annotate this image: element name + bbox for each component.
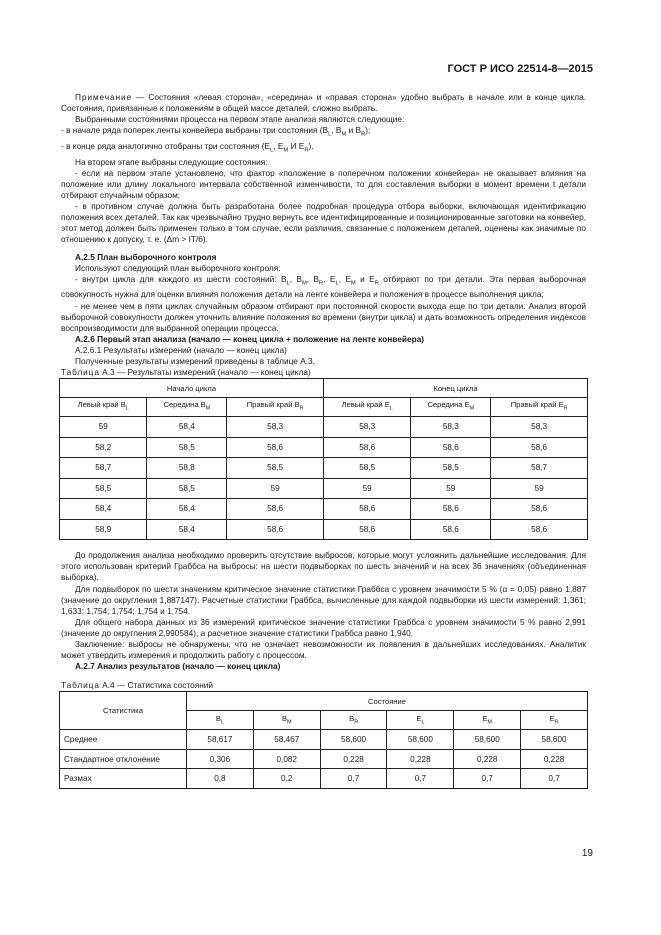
- table-cell: 58,5: [323, 458, 410, 479]
- group-state: Состояние: [187, 692, 588, 711]
- a4-column-header-subscript: R: [554, 719, 559, 726]
- belt-start-item: - в начале ряда поперек ленты конвейера выбраны три состояния ($B_L$, $B_M$ и $B_R$);: [61, 125, 371, 138]
- a4-column-header: [387, 711, 454, 730]
- table-cell: 59: [323, 478, 410, 499]
- table-cell: 58,7: [491, 458, 588, 479]
- note-text: — Состояния «левая сторона», «середина» и «правая сторона» удобно выбрать в начале или в конце цикла. Состояния, привязанные к положениям в общей массе деталей, сложно выбрать.: [61, 92, 586, 114]
- table-cell: 58,6: [411, 519, 491, 540]
- table-a4-caption: [61, 680, 586, 691]
- table-a3-caption-text: A.3 — Результаты измерений (начало — конец цикла): [102, 367, 311, 378]
- table-cell: 58,6: [491, 499, 588, 520]
- column-statistic: Статистика: [60, 692, 187, 730]
- table-a4-caption-text: A.4 — Статистика состояний: [102, 680, 214, 691]
- table-cell: 58,3: [227, 417, 324, 438]
- within-cycle-text: - внутри цикла для каждого из шести состояний: B: [75, 273, 287, 284]
- table-cell: 0,7: [454, 769, 521, 789]
- a4-column-header-text: B: [349, 713, 355, 723]
- table-cell: 58,617: [187, 730, 254, 750]
- a3-column-header-subscript: M: [205, 405, 211, 412]
- a4-column-header-text: E: [549, 713, 555, 723]
- a3-column-header-subscript: M: [469, 405, 475, 412]
- selected-states-paragraph: Выбранными состояниями процесса на первом этапе анализа являются следующие:: [75, 114, 405, 125]
- table-cell: 58,5: [147, 437, 227, 458]
- table-cell: 58,3: [411, 417, 491, 438]
- page-body: [61, 92, 586, 789]
- table-cell: 59: [491, 478, 588, 499]
- table-cell: 58,5: [227, 458, 324, 479]
- a4-column-header: [187, 711, 254, 730]
- results-in-table-paragraph: Полученные результаты измерений приведены в таблице A.3.: [75, 356, 315, 367]
- belt-end-item: - в конце ряда аналогично отобраны три состояния ($E_L$, $E_M$ И $E_R$).: [61, 141, 314, 154]
- table-cell: 58,4: [147, 499, 227, 520]
- table-cell: 58,9: [60, 519, 147, 540]
- table-cell: 58,6: [323, 519, 410, 540]
- a4-column-header-subscript: M: [287, 719, 292, 726]
- a3-column-header-subscript: L: [389, 405, 393, 412]
- page-number: 19: [581, 848, 593, 859]
- a3-column-header-text: Левый край E: [341, 400, 390, 410]
- a4-column-header-subscript: R: [354, 719, 359, 726]
- table-cell: 0,2: [253, 769, 320, 789]
- a3-column-header-subscript: R: [299, 405, 304, 412]
- table-row: [60, 437, 588, 458]
- belt-end-text: - в конце ряда аналогично отобраны три состояния (E: [61, 141, 270, 152]
- first-established-item: - если на первом этапе установлено, что фактор «положение в поперечном положении конвейера» не оказывает влияния на положение или длину локального интервала собственной изменчивости, то для составления выборки в момент времени t детали отбирают случайным образом;: [61, 167, 586, 201]
- a3-column-header: [60, 398, 147, 417]
- a4-column-header: [253, 711, 320, 730]
- a3-column-header: [147, 398, 227, 417]
- table-cell: 58,6: [227, 519, 324, 540]
- table-cell: 0,7: [387, 769, 454, 789]
- table-cell: 58,4: [60, 499, 147, 520]
- table-row: [60, 519, 588, 540]
- second-stage-paragraph: На втором этапе выбраны следующие состояния:: [75, 156, 268, 167]
- table-cell: 58,4: [147, 519, 227, 540]
- table-cell: 59: [411, 478, 491, 499]
- note-paragraph: [61, 92, 586, 114]
- a4-column-header-text: E: [482, 713, 488, 723]
- table-cell: 58,6: [227, 437, 324, 458]
- a4-column-header: [454, 711, 521, 730]
- row-label: Среднее: [60, 730, 187, 750]
- outliers-paragraph: До продолжения анализа необходимо проверить отсутствие выбросов, которые могут усложнить дальнейшие исследования. Для этого использован критерий Граббса на выбросы: на шести подвыборках по шесть значений и на всех 36 значениях (объединенная выборка).: [61, 550, 586, 583]
- table-cell: 59: [60, 417, 147, 438]
- within-cycle-item: - внутри цикла для каждого из шести состояний: $B_L$, $B_M$, $B_R$, $E_L$, $E_M$ и $E_R$ отбирают по три детали. Эта первая выборочная совокупность нужна для оценки влияния положения детали на ленте конвейера и положения в процессе выполнения цикла;: [61, 273, 586, 300]
- belt-start-text: - в начале ряда поперек ленты конвейера выбраны три состояния (B: [61, 125, 329, 136]
- table-cell: 58,4: [147, 417, 227, 438]
- table-cell: 58,5: [147, 478, 227, 499]
- a4-column-header: [521, 711, 588, 730]
- heading-a27: A.2.7 Анализ результатов (начало — конец цикла): [75, 661, 281, 672]
- table-cell: 0,8: [187, 769, 254, 789]
- table-cell: 58,7: [60, 458, 147, 479]
- plan-uses-paragraph: Используют следующий план выборочного контроля:: [75, 262, 281, 273]
- table-cell: 58,6: [491, 437, 588, 458]
- table-cell: 0,228: [454, 749, 521, 769]
- table-cell: 0,082: [253, 749, 320, 769]
- a3-column-header-text: Правый край B: [246, 400, 300, 410]
- table-cell: 58,6: [323, 437, 410, 458]
- table-cell: 58,600: [454, 730, 521, 750]
- table-a3-caption: [61, 367, 586, 378]
- a4-column-header-text: B: [281, 713, 288, 723]
- table-cell: 58,8: [147, 458, 227, 479]
- table-cell: 58,3: [491, 417, 588, 438]
- table-cell: 58,6: [411, 499, 491, 520]
- table-cell: 58,600: [521, 730, 588, 750]
- table-cell: 58,6: [227, 499, 324, 520]
- table-cell: 58,6: [491, 519, 588, 540]
- a4-column-header-text: B: [215, 713, 221, 723]
- table-row: [60, 478, 588, 499]
- a3-column-header-text: Левый край B: [77, 400, 126, 410]
- a3-column-header: [323, 398, 410, 417]
- a4-column-header-text: E: [416, 713, 422, 723]
- table-cell: 0,7: [320, 769, 387, 789]
- heading-a25: A.2.5 План выборочного контроля: [75, 251, 217, 262]
- table-cell: 58,3: [323, 417, 410, 438]
- subsamples-paragraph: Для подвыборок по шести значениям критическое значение статистики Граббса с уровнем значимости 5 % (α = 0,05) равно 1,887 (значение до округления 1,887147). Расчетные статистики Граббса, вычисленные для каждой подвыборки из шести измерений: 1,361; 1,633; 1,754; 1,754; 1,754 и 1,754.: [61, 583, 586, 616]
- table-row: [60, 730, 588, 750]
- five-cycles-item: - не менее чем в пяти циклах случайным образом отбирают при постоянной скорости выхода еще по три детали. Анализ второй выборочной совокупности должен уточнить влияние положения во времени (внутри цикла) и дать возможность определения индексов воспроизводимости для выбранной операции процесса.: [61, 300, 586, 333]
- standard-header: ГОСТ Р ИСО 22514-8—2015: [447, 63, 593, 75]
- table-a3: [59, 378, 588, 540]
- subheading-a261: A.2.6.1 Результаты измерений (начало — конец цикла): [75, 344, 287, 355]
- table-row: [60, 769, 588, 789]
- table-cell: 58,467: [253, 730, 320, 750]
- a3-column-header: [227, 398, 324, 417]
- row-label: Размах: [60, 769, 187, 789]
- a3-column-header: [411, 398, 491, 417]
- table-cell: 58,2: [60, 437, 147, 458]
- a4-column-header-subscript: M: [487, 719, 492, 726]
- table-cell: 0,306: [187, 749, 254, 769]
- within-cycle-rest: отбирают по три детали. Эта первая выборочная совокупность нужна для оценки влияния положения детали на ленте конвейера и положения в процессе выполнения цикла;: [61, 273, 586, 300]
- a3-column-header-text: Правый край E: [510, 400, 564, 410]
- heading-a26: A.2.6 Первый этап анализа (начало — конец цикла + положение на ленте конвейера): [75, 333, 425, 344]
- row-label: Стандартное отклонение: [60, 749, 187, 769]
- total-paragraph: Для общего набора данных из 36 измерений критическое значение статистики Граббса с уровнем значимости 5 % равно 2,991 (значение до округления 2,990584), а расчетное значение статистики Граббса равно 1,940.: [61, 616, 586, 638]
- table-cell: 0,228: [387, 749, 454, 769]
- a4-column-header-subscript: L: [421, 719, 425, 726]
- table-row: [60, 499, 588, 520]
- table-cell: 58,6: [323, 499, 410, 520]
- table-row: [60, 749, 588, 769]
- table-cell: 59: [227, 478, 324, 499]
- table-cell: 58,5: [411, 458, 491, 479]
- table-cell: 0,228: [320, 749, 387, 769]
- a3-column-header: [491, 398, 588, 417]
- table-cell: 0,228: [521, 749, 588, 769]
- table-cell: 58,600: [320, 730, 387, 750]
- note-label: Примечание: [75, 92, 133, 102]
- table-a3-caption-label: Таблица: [61, 367, 100, 378]
- table-cell: 58,6: [411, 437, 491, 458]
- a3-column-header-text: Середина B: [163, 400, 206, 410]
- a4-column-header-subscript: L: [220, 719, 224, 726]
- table-row: [60, 417, 588, 438]
- a4-column-header: [320, 711, 387, 730]
- otherwise-item: - в противном случае должна быть разработана более подробная процедура отбора выборки, включающая идентификацию положения всех деталей. Так как чрезвычайно трудно вернуть все идентифицированные и позиционированные заготовки на конвейер, этот метод должен быть применен только в том случае, если различия, связанные с положением деталей, оценены как значимые по отношению к допуску, т. е. (Δm > IT/6).: [61, 201, 586, 245]
- a3-column-header-subscript: L: [125, 405, 129, 412]
- a3-column-header-text: Середина E: [427, 400, 470, 410]
- table-cell: 58,600: [387, 730, 454, 750]
- table-a4-caption-label: Таблица: [61, 680, 100, 691]
- table-cell: 58,5: [60, 478, 147, 499]
- conclusion-paragraph: Заключение: выбросы не обнаружены, что не означает невозможности их появления в дальнейших исследованиях. Аналитик может утвердить измерения и продолжить работу с процессом.: [61, 638, 586, 661]
- table-cell: 0,7: [521, 769, 588, 789]
- table-row: [60, 458, 588, 479]
- a3-column-header-subscript: R: [563, 405, 568, 412]
- table-a4: [59, 691, 588, 789]
- group-cycle-end: Конец цикла: [323, 379, 587, 398]
- group-cycle-start: Начало цикла: [60, 379, 324, 398]
